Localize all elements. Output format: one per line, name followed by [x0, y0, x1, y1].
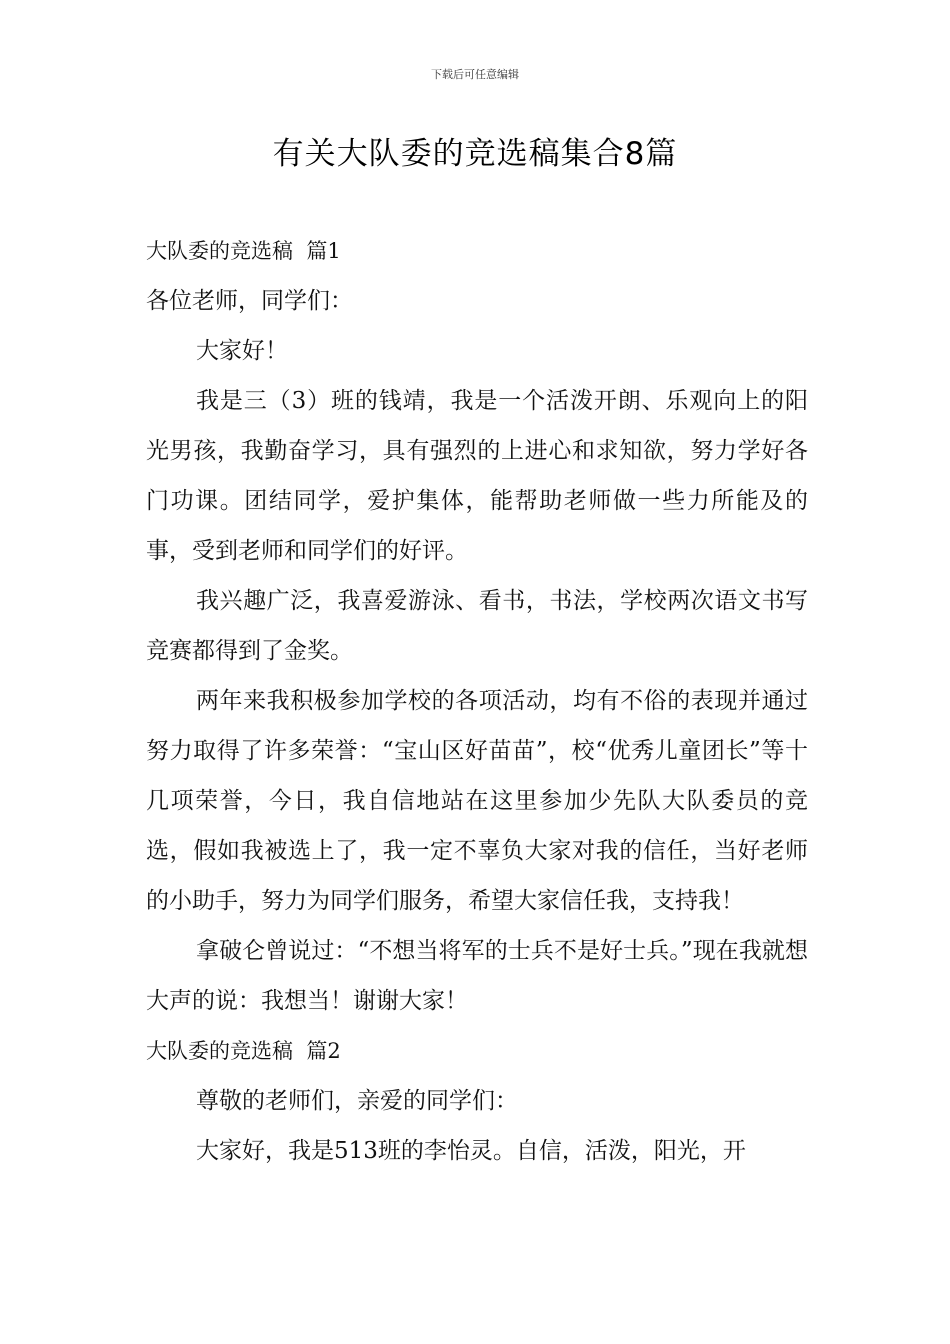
greeting-1: 大家好！: [196, 338, 288, 364]
document-body: [146, 226, 808, 1176]
salutation-2: 尊敬的老师们，亲爱的同学们：: [196, 1088, 518, 1114]
paragraph-2-1: 大家好，我是513班的李怡灵。自信，活泼，阳光，开: [196, 1138, 746, 1164]
paragraph-1-3: 两年来我积极参加学校的各项活动，均有不俗的表现并通过努力取得了许多荣誉：“宝山区好苗苗”，校“优秀儿童团长”等十几项荣誉，今日，我自信地站在这里参加少先队大队委员的竞选，假如我被选上了，我一定不辜负大家对我的信任，当好老师的小助手，努力为同学们服务，希望大家信任我，支持我！: [146, 688, 808, 914]
download-note: 下载后可任意编辑: [431, 68, 519, 81]
section-heading-1: 大队委的竞选稿 篇1: [146, 239, 341, 263]
paragraph-1-2: 我兴趣广泛，我喜爱游泳、看书，书法，学校两次语文书写竞赛都得到了金奖。: [146, 588, 808, 664]
section-heading-2: 大队委的竞选稿 篇2: [146, 1039, 341, 1063]
salutation-1: 各位老师，同学们：: [146, 288, 353, 314]
paragraph-1-4: 拿破仑曾说过：“不想当将军的士兵不是好士兵。”现在我就想大声的说：我想当！谢谢大家！: [146, 938, 808, 1014]
document-title: 有关大队委的竞选稿集合8篇: [272, 136, 678, 172]
paragraph-1-1: 我是三（3）班的钱靖，我是一个活泼开朗、乐观向上的阳光男孩，我勤奋学习，具有强烈的上进心和求知欲，努力学好各门功课。团结同学，爱护集体，能帮助老师做一些力所能及的事，受到老师和同学们的好评。: [146, 388, 808, 564]
